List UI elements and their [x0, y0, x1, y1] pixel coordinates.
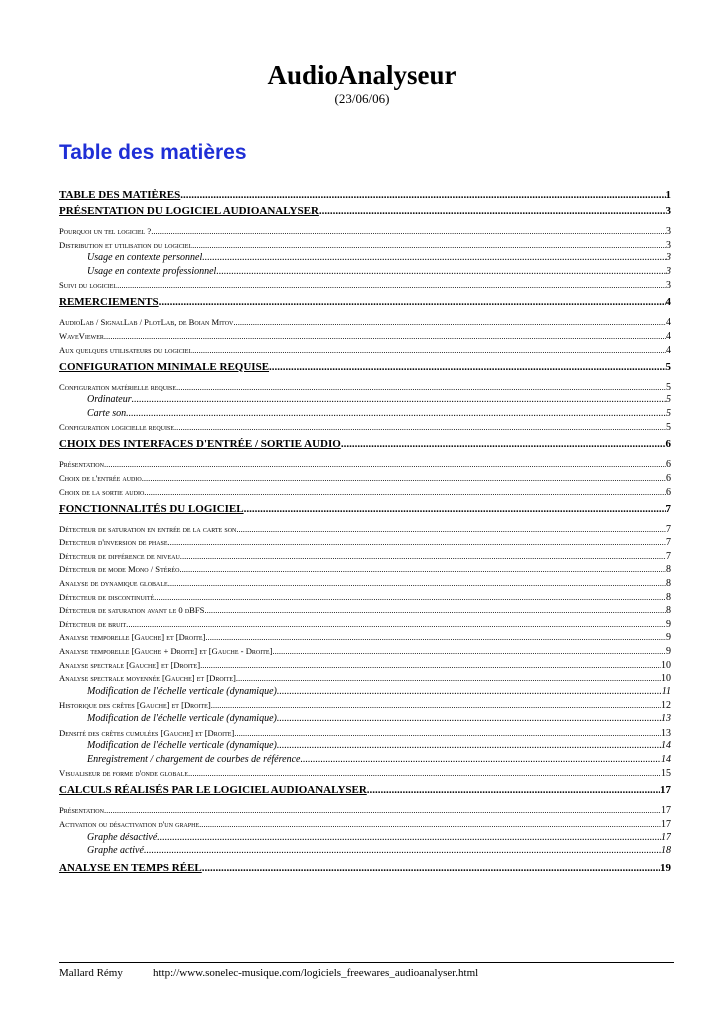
toc-leader-dots — [205, 631, 666, 643]
toc-leader-dots — [272, 645, 666, 657]
toc-entry[interactable] — [59, 740, 671, 752]
toc-entry-label: AudioLab / SignalLab / PlotLab, de Boian Mitov — [59, 317, 234, 328]
toc-entry-label: Analyse temporelle [Gauche + Droite] et [Gauche - Droite] — [59, 646, 273, 656]
toc-entry[interactable] — [59, 754, 671, 766]
toc-entry-label: Historique des crêtes [Gauche] et [Droite] — [59, 700, 211, 711]
toc-entry[interactable] — [59, 645, 671, 658]
toc-entry-label: Analyse spectrale moyennée [Gauche] et [Droite] — [59, 673, 236, 684]
toc-entry-label: FONCTIONNALITÉS DU LOGICIEL — [59, 502, 244, 515]
toc-entry[interactable] — [59, 472, 671, 485]
toc-entry-label: Usage en contexte personnel — [87, 252, 203, 264]
toc-entry-page: 8 — [666, 564, 671, 576]
toc-entry-page: 5 — [666, 394, 671, 406]
toc-entry-label: Détecteur de bruit — [59, 618, 127, 629]
toc-leader-dots — [176, 381, 666, 393]
toc-entry[interactable] — [59, 421, 671, 434]
toc-entry[interactable] — [59, 686, 671, 698]
toc-entry[interactable] — [59, 188, 671, 202]
toc-entry-label: Modification de l'échelle verticale (dynamique) — [87, 685, 277, 697]
toc-entry-label: CALCULS RÉALISÉS PAR LE LOGICIEL AUDIOANALYSER — [59, 784, 367, 797]
toc-entry[interactable] — [59, 713, 671, 725]
toc-entry[interactable] — [59, 437, 671, 451]
toc-entry-label: WaveViewer — [59, 331, 104, 341]
toc-entry-label: Carte son — [87, 407, 127, 419]
toc-leader-dots — [126, 408, 666, 420]
toc-entry-label: Configuration matérielle requise — [59, 381, 177, 392]
toc-leader-dots — [168, 577, 666, 589]
toc-entry[interactable] — [59, 408, 671, 420]
toc-entry-label: CONFIGURATION MINIMALE REQUISE — [59, 360, 270, 373]
toc-leader-dots — [192, 344, 666, 356]
toc-entry[interactable] — [59, 394, 671, 406]
toc-entry-page: 7 — [666, 550, 671, 562]
toc-entry-label: Configuration logicielle requise — [59, 422, 175, 433]
toc-entry[interactable] — [59, 804, 671, 817]
toc-entry-page: 9 — [666, 632, 671, 644]
toc-entry-label: Présentation — [59, 459, 104, 470]
toc-leader-dots — [157, 832, 661, 844]
toc-entry[interactable] — [59, 458, 671, 471]
toc-entry[interactable] — [59, 344, 671, 357]
toc-leader-dots — [104, 804, 661, 816]
toc-entry-page: 3 — [665, 205, 671, 217]
toc-entry-page: 12 — [661, 700, 671, 712]
toc-leader-dots — [244, 502, 666, 516]
toc-leader-dots — [341, 437, 666, 451]
toc-entry[interactable] — [59, 239, 671, 252]
toc-entry-label: Détecteur de saturation en entrée de la carte son — [59, 523, 237, 534]
toc-entry[interactable] — [59, 845, 671, 857]
toc-leader-dots — [179, 563, 666, 575]
toc-entry-page: 3 — [666, 252, 671, 264]
toc-leader-dots — [211, 699, 661, 711]
toc-entry-page: 6 — [666, 459, 671, 471]
toc-entry-page: 5 — [665, 360, 671, 373]
toc-leader-dots — [202, 861, 660, 875]
toc-entry-page: 4 — [666, 317, 671, 329]
toc-entry-page: 6 — [666, 486, 671, 498]
toc-entry-label: Graphe activé — [87, 845, 144, 857]
toc-leader-dots — [236, 672, 661, 684]
toc-leader-dots — [132, 394, 666, 406]
toc-entry-label: Aux quelques utilisateurs du logiciel — [59, 344, 193, 355]
toc-leader-dots — [144, 486, 666, 498]
toc-entry[interactable] — [59, 536, 671, 549]
toc-leader-dots — [180, 550, 666, 562]
toc-entry-page: 3 — [666, 280, 671, 292]
toc-entry-page: 14 — [661, 753, 671, 765]
toc-leader-dots — [159, 295, 666, 309]
toc-entry[interactable] — [59, 659, 671, 672]
toc-entry[interactable] — [59, 832, 671, 844]
toc-entry-label: ANALYSE EN TEMPS RÉEL — [59, 862, 202, 875]
toc-entry-page: 18 — [661, 845, 671, 857]
toc-leader-dots — [168, 536, 666, 548]
toc-entry-page: 7 — [666, 537, 671, 549]
toc-leader-dots — [144, 845, 661, 857]
toc-entry-label: Modification de l'échelle verticale (dynamique) — [87, 713, 277, 724]
toc-entry[interactable] — [59, 523, 671, 536]
toc-entry[interactable] — [59, 330, 671, 343]
toc-leader-dots — [142, 472, 666, 484]
toc-entry[interactable] — [59, 618, 671, 631]
toc-entry-label: Modification de l'échelle verticale (dynamique) — [87, 740, 277, 752]
toc-entry-label: Visualiseur de forme d'onde globale — [59, 768, 189, 779]
toc-leader-dots — [151, 225, 666, 237]
document-title: AudioAnalyseur — [267, 60, 457, 90]
toc-leader-dots — [319, 204, 666, 218]
toc-entry[interactable] — [59, 818, 671, 831]
toc-entry-label: CHOIX DES INTERFACES D'ENTRÉE / SORTIE AUDIO — [59, 438, 341, 451]
toc-entry-page: 17 — [661, 819, 671, 830]
toc-leader-dots — [236, 523, 666, 535]
toc-entry-page: 8 — [666, 578, 671, 589]
toc-entry-label: Choix de l'entrée audio — [59, 473, 142, 483]
toc-leader-dots — [104, 330, 666, 342]
footer-author: Mallard Rémy — [59, 967, 123, 979]
toc-entry-label: Détecteur de différence de niveau — [59, 550, 180, 561]
toc-entry-page: 4 — [666, 344, 671, 356]
toc-entry[interactable] — [59, 204, 671, 218]
toc-entry-label: REMERCIEMENTS — [59, 296, 159, 309]
toc-entry[interactable] — [59, 225, 671, 238]
toc-entry-page: 15 — [661, 768, 671, 780]
toc-entry-label: Détecteur de saturation avant le 0 dBFS — [59, 605, 205, 616]
toc-leader-dots — [174, 421, 666, 433]
toc-leader-dots — [200, 659, 661, 671]
toc-leader-dots — [126, 618, 666, 630]
toc-leader-dots — [204, 604, 666, 616]
toc-entry-label: Graphe désactivé — [87, 831, 158, 843]
toc-leader-dots — [188, 767, 661, 779]
toc-entry-label: TABLE DES MATIÈRES — [59, 189, 181, 201]
toc-entry[interactable] — [59, 486, 671, 499]
toc-entry-label: Détecteur de discontinuité — [59, 591, 155, 602]
toc-entry-label: Ordinateur — [87, 394, 132, 406]
toc-entry-page: 5 — [666, 407, 671, 419]
toc-entry-label: Usage en contexte professionnel — [87, 265, 217, 277]
toc-entry-label: Choix de la sortie audio — [59, 486, 145, 497]
toc-entry[interactable] — [59, 699, 671, 712]
toc-entry-label: Enregistrement / chargement de courbes de référence — [87, 753, 301, 765]
toc-entry-label: Détecteur de mode Mono / Stéréo — [59, 564, 180, 575]
toc-entry-page: 6 — [665, 438, 671, 451]
toc-entry-label: Activation ou désactivation d'un graphe — [59, 819, 200, 829]
toc-leader-dots — [277, 713, 661, 725]
toc-entry[interactable] — [59, 360, 671, 374]
toc-entry-label: PRÉSENTATION DU LOGICIEL AUDIOANALYSER — [59, 205, 319, 217]
toc-leader-dots — [367, 783, 660, 797]
toc-entry-page: 19 — [660, 862, 671, 875]
toc-entry-label: Analyse de dynamique globale — [59, 578, 168, 588]
toc-entry[interactable] — [59, 631, 671, 644]
toc-heading: Table des matières — [59, 141, 247, 164]
toc-leader-dots — [180, 188, 665, 202]
toc-leader-dots — [199, 818, 661, 830]
toc-entry-label: Suivi du logiciel — [59, 280, 118, 291]
toc-entry[interactable] — [59, 604, 671, 617]
toc-leader-dots — [277, 740, 661, 752]
toc-leader-dots — [117, 279, 666, 291]
toc-entry[interactable] — [59, 861, 671, 875]
toc-entry-page: 5 — [666, 422, 671, 434]
toc-entry-label: Pourquoi un tel logiciel ? — [59, 226, 152, 236]
toc-entry-label: Detecteur d'inversion de phase — [59, 537, 168, 548]
toc-entry-page: 8 — [666, 591, 671, 603]
toc-entry-page: 3 — [666, 239, 671, 251]
toc-entry-page: 7 — [665, 502, 671, 515]
toc-entry-label: Distribution et utilisation du logiciel — [59, 239, 193, 250]
toc-leader-dots — [104, 458, 666, 470]
toc-entry[interactable] — [59, 316, 671, 329]
toc-entry-page: 10 — [661, 673, 671, 685]
toc-entry-page: 3 — [666, 265, 671, 277]
toc-leader-dots — [202, 252, 666, 264]
document-date: (23/06/06) — [334, 91, 390, 106]
toc-entry[interactable] — [59, 266, 671, 278]
footer-url[interactable]: http://www.sonelec-musique.com/logiciels_freewares_audioanalyser.html — [153, 967, 479, 979]
toc-entry-page: 9 — [666, 646, 671, 657]
toc-leader-dots — [216, 266, 666, 278]
toc-leader-dots — [233, 316, 666, 328]
toc-entry-page: 8 — [666, 605, 671, 617]
toc-entry[interactable] — [59, 502, 671, 516]
toc-entry[interactable] — [59, 279, 671, 292]
toc-leader-dots — [154, 591, 666, 603]
toc-entry[interactable] — [59, 550, 671, 563]
toc-entry-page: 4 — [666, 331, 671, 342]
toc-entry-page: 11 — [661, 685, 671, 697]
toc-entry-page: 1 — [665, 189, 671, 201]
toc-entry-page: 5 — [666, 381, 671, 393]
toc-entry[interactable] — [59, 381, 671, 394]
toc-entry-page: 13 — [661, 727, 671, 739]
toc-entry-page: 14 — [661, 740, 671, 752]
footer-divider — [59, 962, 674, 963]
toc-leader-dots — [192, 239, 666, 251]
toc-entry-page: 3 — [666, 226, 671, 237]
toc-entry-label: Présentation — [59, 805, 104, 816]
toc-entry[interactable] — [59, 295, 671, 309]
toc-entry-page: 10 — [661, 659, 671, 671]
toc-entry-label: Densité des crêtes cumulées [Gauche] et [Droite] — [59, 727, 235, 738]
toc-entry[interactable] — [59, 727, 671, 740]
toc-entry[interactable] — [59, 252, 671, 264]
toc-entry-page: 7 — [666, 523, 671, 535]
toc-leader-dots — [269, 360, 665, 374]
toc-entry-page: 13 — [661, 713, 671, 724]
toc-entry-label: Analyse temporelle [Gauche] et [Droite] — [59, 632, 206, 643]
toc-leader-dots — [300, 754, 661, 766]
toc-entry[interactable] — [59, 783, 671, 797]
toc-leader-dots — [277, 686, 662, 698]
toc-entry[interactable] — [59, 672, 671, 685]
toc-entry-page: 9 — [666, 618, 671, 630]
toc-entry-page: 17 — [661, 805, 671, 817]
toc-leader-dots — [234, 727, 661, 739]
toc-entry[interactable] — [59, 563, 671, 576]
toc-entry-page: 4 — [665, 296, 671, 309]
toc-entry-page: 17 — [661, 831, 671, 843]
toc-entry-label: Analyse spectrale [Gauche] et [Droite] — [59, 659, 201, 670]
toc-entry[interactable] — [59, 767, 671, 780]
toc-entry[interactable] — [59, 591, 671, 604]
toc-entry-page: 6 — [666, 473, 671, 484]
toc-entry-page: 17 — [660, 784, 671, 797]
toc-entry[interactable] — [59, 577, 671, 590]
